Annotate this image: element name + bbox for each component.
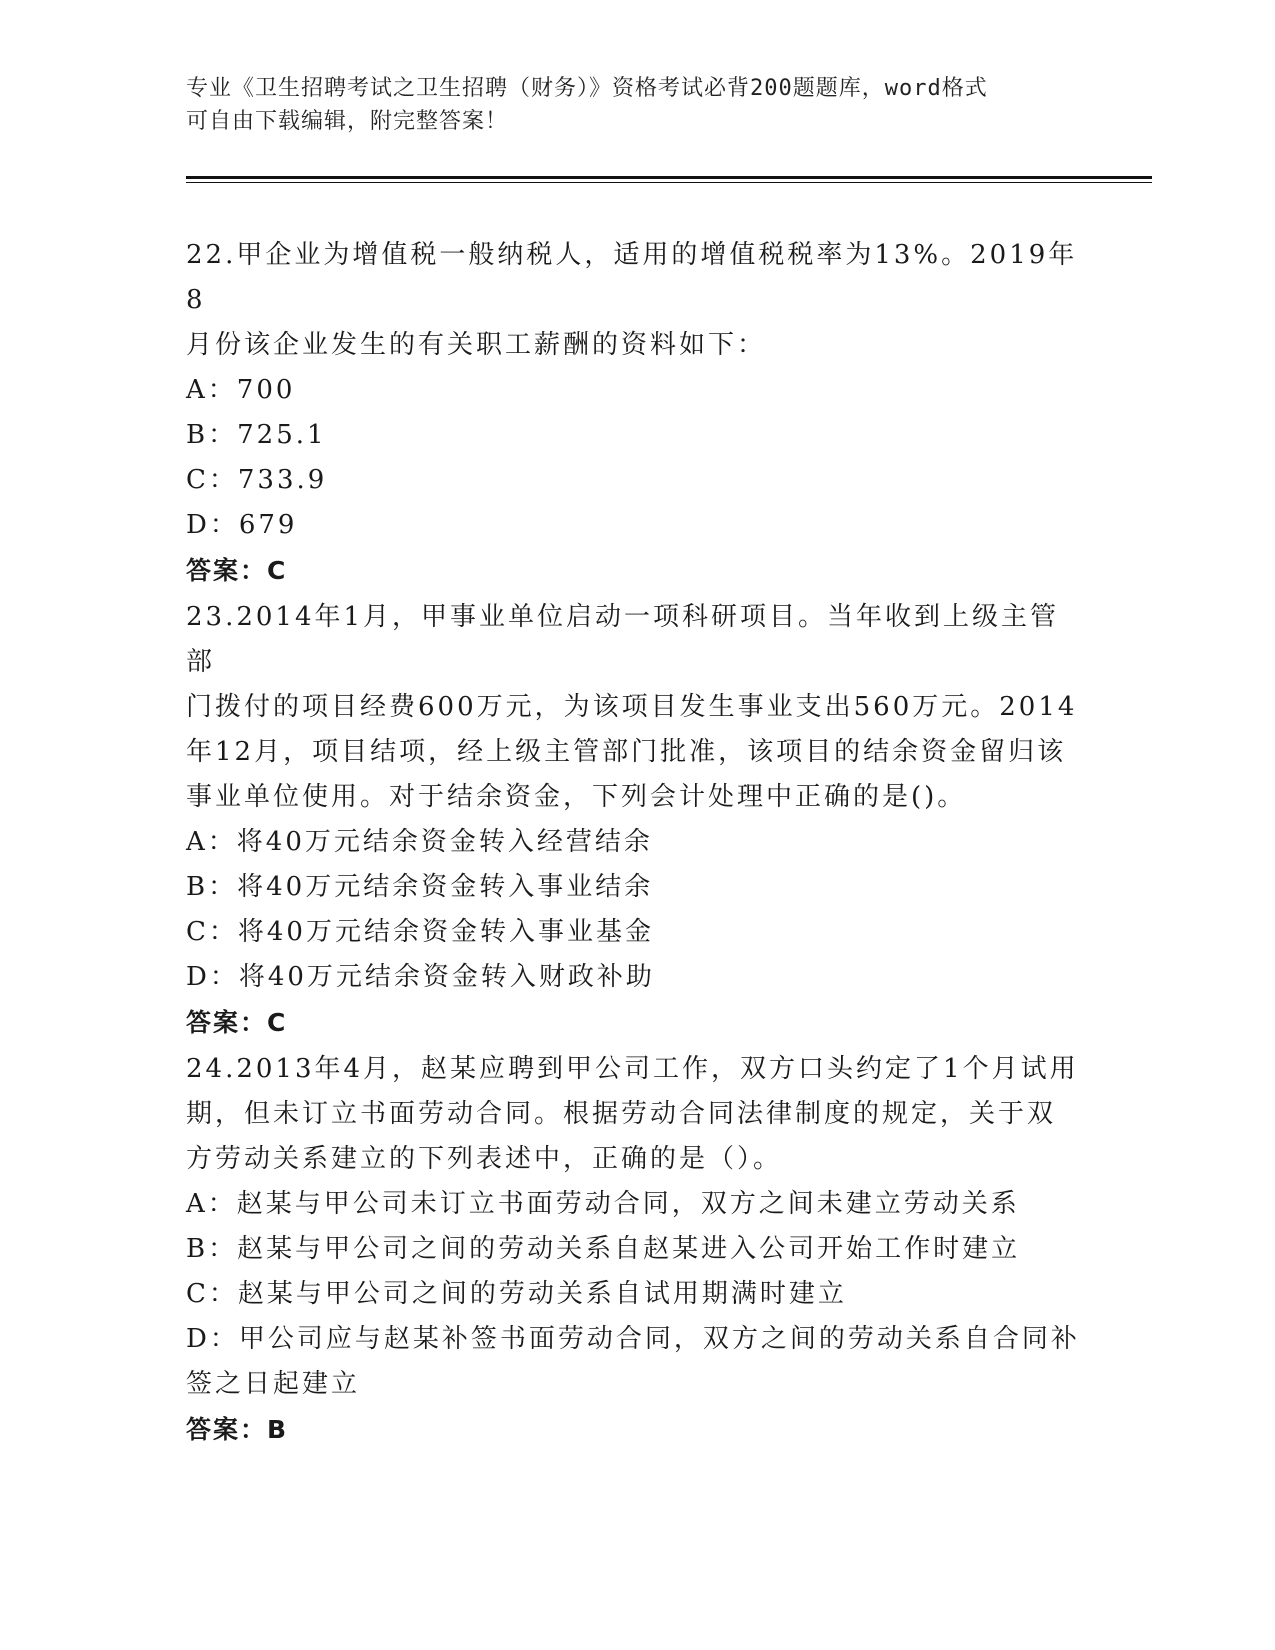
option-c: C：赵某与甲公司之间的劳动关系自试用期满时建立	[186, 1279, 847, 1309]
question-stem-line: 22.甲企业为增值税一般纳税人，适用的增值税税率为13%。2019年8	[186, 240, 1078, 315]
question-stem-line: 门拨付的项目经费600万元，为该项目发生事业支出560万元。2014	[186, 692, 1078, 722]
option-b: B：将40万元结余资金转入事业结余	[186, 872, 654, 902]
question-stem-line: 24.2013年4月，赵某应聘到甲公司工作，双方口头约定了1个月试用	[186, 1054, 1079, 1084]
option-d: D：679	[186, 510, 298, 540]
question-23	[186, 595, 1086, 1045]
option-b: B：赵某与甲公司之间的劳动关系自赵某进入公司开始工作时建立	[186, 1234, 1021, 1264]
option-c: C：733.9	[186, 465, 328, 495]
header-line-2: 可自由下载编辑，附完整答案！	[186, 109, 509, 134]
question-stem-line: 年12月，项目结项，经上级主管部门批准，该项目的结余资金留归该	[186, 737, 1067, 767]
option-a: A：赵某与甲公司未订立书面劳动合同，双方之间未建立劳动关系	[186, 1189, 1020, 1219]
option-d: D：将40万元结余资金转入财政补助	[186, 962, 655, 992]
document-header	[186, 72, 1066, 138]
option-d: D：甲公司应与赵某补签书面劳动合同，双方之间的劳动关系自合同补	[186, 1324, 1080, 1354]
question-stem-line: 23.2014年1月，甲事业单位启动一项科研项目。当年收到上级主管部	[186, 602, 1060, 677]
question-stem-line: 方劳动关系建立的下列表述中，正确的是（）。	[186, 1144, 783, 1174]
header-divider-thick	[186, 176, 1152, 179]
question-stem-line: 期，但未订立书面劳动合同。根据劳动合同法律制度的规定，关于双	[186, 1099, 1057, 1129]
option-c: C：将40万元结余资金转入事业基金	[186, 917, 654, 947]
answer: 答案：C	[186, 556, 288, 585]
question-24	[186, 1047, 1086, 1452]
question-22	[186, 233, 1086, 593]
question-stem-line: 事业单位使用。对于结余资金，下列会计处理中正确的是()。	[186, 782, 967, 812]
question-stem-line: 月份该企业发生的有关职工薪酬的资料如下：	[186, 330, 767, 360]
option-b: B：725.1	[186, 420, 327, 450]
answer: 答案：C	[186, 1008, 288, 1037]
option-a: A：700	[186, 375, 296, 405]
header-divider-thin	[186, 182, 1152, 183]
option-a: A：将40万元结余资金转入经营结余	[186, 827, 653, 857]
option-d-continued: 签之日起建立	[186, 1369, 361, 1399]
header-line-1: 专业《卫生招聘考试之卫生招聘（财务）》资格考试必背200题题库，word格式	[186, 76, 988, 101]
answer: 答案：B	[186, 1415, 289, 1444]
